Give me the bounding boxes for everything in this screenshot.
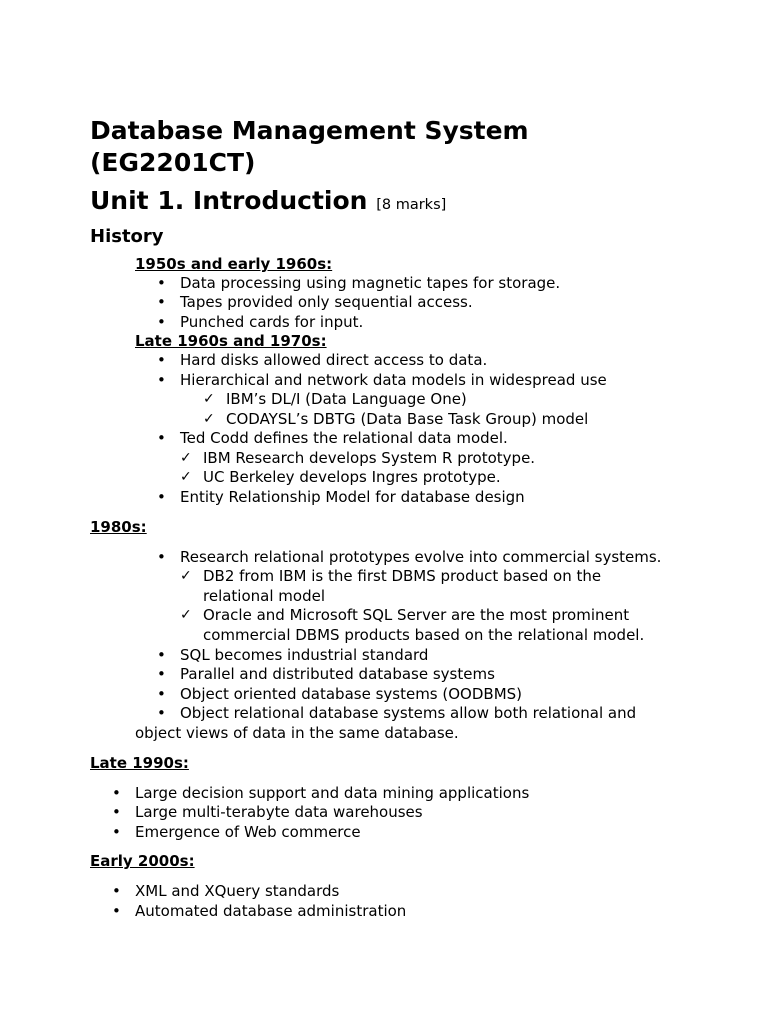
checkmark-icon: ✓ bbox=[180, 607, 192, 623]
section-heading-1950s: 1950s and early 1960s: bbox=[135, 255, 333, 273]
list-item: Hard disks allowed direct access to data. bbox=[180, 351, 488, 369]
sub-list-item: UC Berkeley develops Ingres prototype. bbox=[203, 468, 501, 486]
list-item: Object relational database systems allow both relational and bbox=[180, 704, 637, 722]
list-item: Tapes provided only sequential access. bbox=[180, 293, 473, 311]
bullet-icon: • bbox=[112, 784, 121, 802]
bullet-icon: • bbox=[157, 371, 166, 389]
checkmark-icon: ✓ bbox=[203, 411, 215, 427]
list-item: SQL becomes industrial standard bbox=[180, 646, 429, 664]
section-heading-1980s: 1980s: bbox=[90, 518, 147, 536]
sub-list-item: DB2 from IBM is the first DBMS product based on the bbox=[203, 567, 602, 585]
list-item: Large multi-terabyte data warehouses bbox=[135, 803, 423, 821]
list-item: Emergence of Web commerce bbox=[135, 823, 361, 841]
bullet-icon: • bbox=[157, 293, 166, 311]
checkmark-icon: ✓ bbox=[203, 391, 215, 407]
list-item: XML and XQuery standards bbox=[135, 882, 340, 900]
unit-marks: [8 marks] bbox=[376, 197, 447, 213]
list-item: Ted Codd defines the relational data model. bbox=[180, 429, 508, 447]
bullet-icon: • bbox=[112, 902, 121, 920]
list-item: Punched cards for input. bbox=[180, 313, 364, 331]
bullet-icon: • bbox=[112, 803, 121, 821]
list-item: Data processing using magnetic tapes for storage. bbox=[180, 274, 561, 292]
unit-title bbox=[90, 186, 446, 220]
section-heading-late-1960s: Late 1960s and 1970s: bbox=[135, 332, 327, 350]
bullet-icon: • bbox=[112, 823, 121, 841]
sub-list-item: IBM’s DL/I (Data Language One) bbox=[226, 390, 467, 408]
sub-list-item-cont: commercial DBMS products based on the relational model. bbox=[203, 626, 645, 644]
bullet-icon: • bbox=[157, 685, 166, 703]
bullet-icon: • bbox=[157, 704, 166, 722]
bullet-icon: • bbox=[157, 429, 166, 447]
checkmark-icon: ✓ bbox=[180, 469, 192, 485]
section-heading-early-2000s: Early 2000s: bbox=[90, 852, 195, 870]
list-item: Hierarchical and network data models in widespread use bbox=[180, 371, 607, 389]
checkmark-icon: ✓ bbox=[180, 568, 192, 584]
bullet-icon: • bbox=[157, 351, 166, 369]
sub-list-item: Oracle and Microsoft SQL Server are the most prominent bbox=[203, 606, 630, 624]
bullet-icon: • bbox=[157, 488, 166, 506]
list-item: Research relational prototypes evolve into commercial systems. bbox=[180, 548, 662, 566]
bullet-icon: • bbox=[157, 665, 166, 683]
checkmark-icon: ✓ bbox=[180, 450, 192, 466]
list-item: Entity Relationship Model for database design bbox=[180, 488, 525, 506]
bullet-icon: • bbox=[157, 274, 166, 292]
unit-title-text: Unit 1. Introduction bbox=[90, 186, 368, 215]
list-item: Object oriented database systems (OODBMS) bbox=[180, 685, 523, 703]
bullet-icon: • bbox=[112, 882, 121, 900]
sub-list-item: IBM Research develops System R prototype. bbox=[203, 449, 536, 467]
sub-list-item: CODAYSL’s DBTG (Data Base Task Group) model bbox=[226, 410, 589, 428]
doc-title-line1: Database Management System bbox=[90, 116, 529, 145]
list-item: Large decision support and data mining applications bbox=[135, 784, 530, 802]
sub-list-item-cont: relational model bbox=[203, 587, 325, 605]
bullet-icon: • bbox=[157, 313, 166, 331]
section-heading-late-1990s: Late 1990s: bbox=[90, 754, 189, 772]
history-heading: History bbox=[90, 226, 164, 247]
list-item-cont: object views of data in the same database. bbox=[135, 724, 459, 742]
doc-title-line2: (EG2201CT) bbox=[90, 148, 256, 177]
bullet-icon: • bbox=[157, 646, 166, 664]
list-item: Parallel and distributed database systems bbox=[180, 665, 495, 683]
list-item: Automated database administration bbox=[135, 902, 407, 920]
bullet-icon: • bbox=[157, 548, 166, 566]
